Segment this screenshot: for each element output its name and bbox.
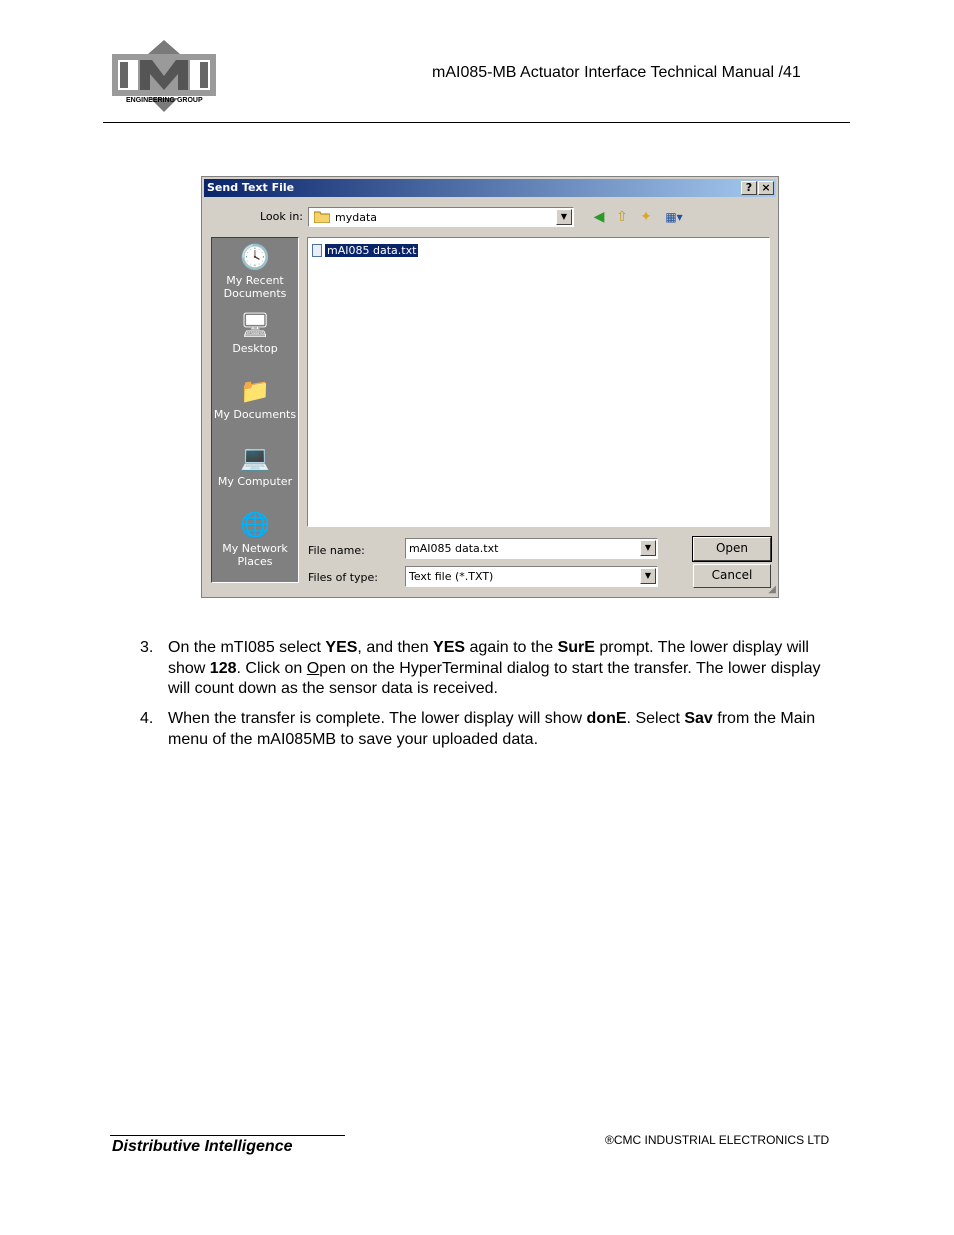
header-title: mAI085-MB Actuator Interface Technical Manual /41 bbox=[432, 64, 801, 81]
places-bar bbox=[211, 237, 299, 583]
back-icon[interactable]: ◀ bbox=[593, 209, 605, 225]
place-label: My Recent Documents bbox=[223, 274, 287, 300]
send-text-file-dialog bbox=[201, 176, 779, 598]
files-of-type-dropdown[interactable] bbox=[405, 566, 658, 587]
footer-tagline: Distributive Intelligence bbox=[112, 1138, 293, 1155]
new-folder-icon[interactable]: ✦ bbox=[640, 209, 652, 225]
close-button[interactable]: × bbox=[758, 181, 774, 195]
up-folder-icon[interactable]: ⇧ bbox=[616, 209, 628, 225]
folder-icon bbox=[314, 211, 330, 223]
place-my-documents[interactable] bbox=[212, 376, 298, 421]
file-name-label: File name: bbox=[308, 544, 365, 557]
dialog-titlebar bbox=[204, 179, 776, 197]
look-in-dropdown[interactable] bbox=[308, 207, 574, 227]
dialog-title: Send Text File bbox=[207, 181, 295, 194]
list-item[interactable] bbox=[312, 240, 418, 256]
place-network[interactable] bbox=[212, 510, 298, 568]
file-name: mAI085 data.txt bbox=[327, 244, 417, 257]
look-in-value: mydata bbox=[335, 211, 378, 224]
step-text: When the transfer is complete. The lower display will show donE. Select Sav from the Main menu of the mAI085MB to save your uploaded data. bbox=[168, 710, 816, 748]
help-button[interactable]: ? bbox=[741, 181, 757, 195]
files-of-type-value: Text file (*.TXT) bbox=[409, 570, 494, 583]
network-places-icon: 🌐 bbox=[240, 511, 270, 539]
logo-text: ENGINEERING GROUP bbox=[126, 97, 203, 104]
files-of-type-label: Files of type: bbox=[308, 571, 379, 584]
place-label: My Network Places bbox=[222, 542, 288, 568]
place-desktop[interactable] bbox=[212, 310, 298, 355]
place-label: My Computer bbox=[217, 475, 293, 488]
file-name-value: mAI085 data.txt bbox=[409, 542, 499, 555]
resize-grip-icon[interactable]: ◢ bbox=[768, 584, 776, 595]
my-computer-icon: 💻 bbox=[240, 444, 270, 472]
file-list[interactable] bbox=[307, 237, 770, 527]
place-label: Desktop bbox=[232, 342, 278, 355]
recent-documents-icon: 🕓 bbox=[240, 243, 270, 271]
open-button[interactable]: Open bbox=[693, 537, 771, 561]
step-text: On the mTI085 select YES, and then YES again to the SurE prompt. The lower display will show 128. Click on Open on the HyperTerminal dialog to start the transfer. The lower display will count down as the sensor data is received. bbox=[168, 639, 821, 697]
place-recent-documents[interactable] bbox=[212, 242, 298, 300]
chevron-down-icon[interactable]: ▼ bbox=[640, 568, 656, 584]
step-number: 3. bbox=[140, 639, 154, 656]
step-number: 4. bbox=[140, 710, 154, 727]
chevron-down-icon[interactable]: ▼ bbox=[556, 209, 572, 225]
desktop-icon: 🖥 bbox=[240, 311, 271, 339]
place-my-computer[interactable] bbox=[212, 443, 298, 488]
chevron-down-icon[interactable]: ▼ bbox=[640, 540, 656, 556]
view-menu-icon[interactable]: ▦▾ bbox=[665, 210, 683, 224]
file-name-input[interactable] bbox=[405, 538, 658, 559]
footer-copyright: ®CMC INDUSTRIAL ELECTRONICS LTD bbox=[605, 1133, 830, 1147]
company-logo bbox=[110, 38, 218, 114]
cancel-button[interactable]: Cancel bbox=[693, 564, 771, 588]
my-documents-icon: 📁 bbox=[240, 377, 270, 405]
header-rule bbox=[103, 122, 850, 123]
text-file-icon bbox=[312, 244, 322, 257]
place-label: My Documents bbox=[213, 408, 297, 421]
look-in-label: Look in: bbox=[260, 210, 303, 223]
footer-rule bbox=[110, 1135, 345, 1136]
